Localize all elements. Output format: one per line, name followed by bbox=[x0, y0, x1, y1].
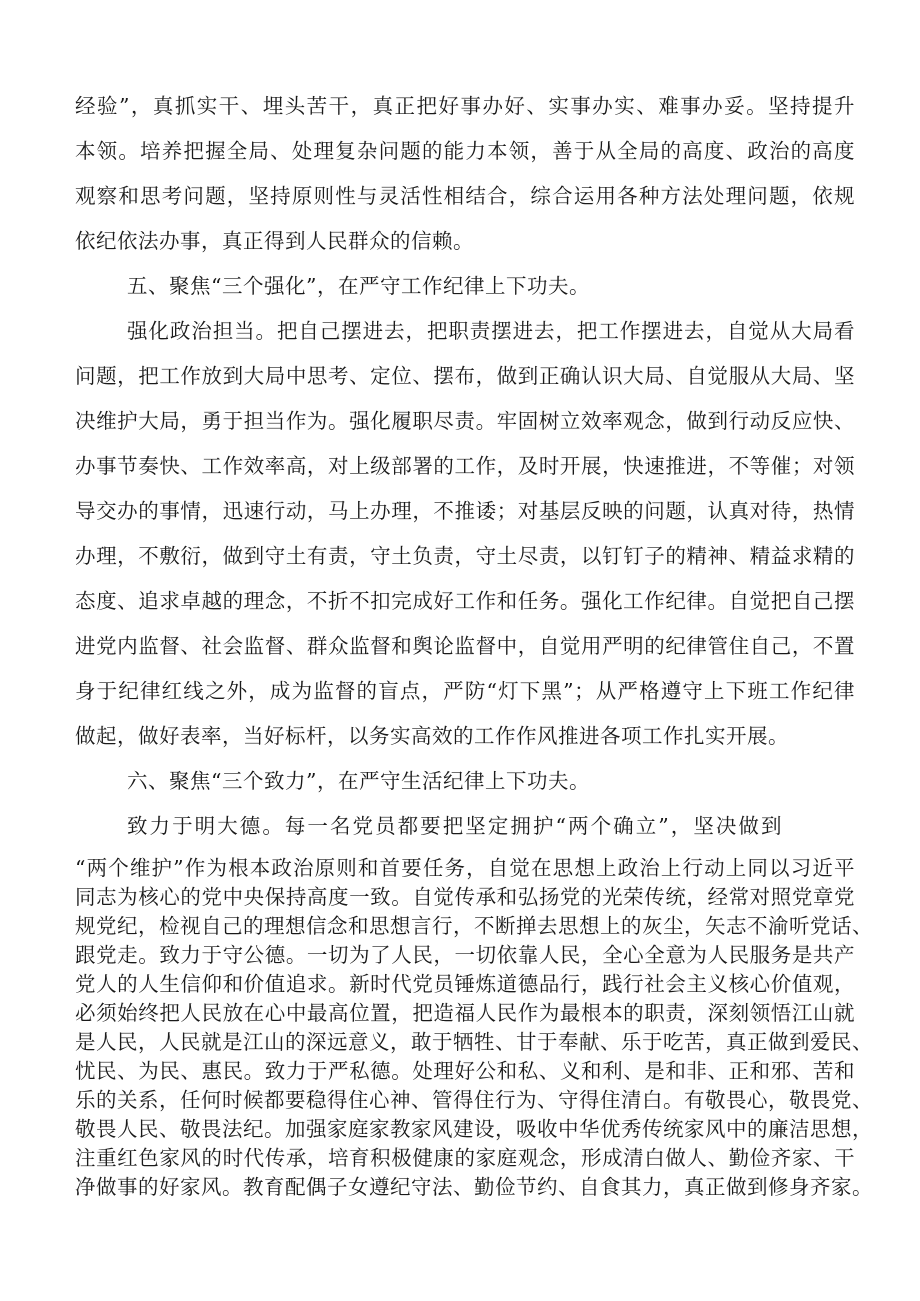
paragraph-line: 做起，做好表率，当好标杆，以务实高效的工作作风推进各项工作扎实开展。 bbox=[75, 724, 789, 748]
paragraph-line: 敬畏人民、敬畏法纪。加强家庭家教家风建设，吸收中华优秀传统家风中的廉洁思想， bbox=[75, 1117, 873, 1141]
paragraph-line: 观察和思考问题，坚持原则性与灵活性相结合，综合运用各种方法处理问题，依规 bbox=[75, 184, 855, 208]
paragraph-line: 决维护大局，勇于担当作为。强化履职尽责。牢固树立效率观念，做到行动反应快、 bbox=[75, 409, 855, 433]
paragraph-line: 同志为核心的党中央保持高度一致。自觉传承和弘扬党的光荣传统，经常对照党章党 bbox=[75, 885, 855, 909]
paragraph-line: 态度、追求卓越的理念，不折不扣完成好工作和任务。强化工作纪律。自觉把自己摆 bbox=[75, 589, 855, 613]
paragraph-line: 党人的人生信仰和价值追求。新时代党员锤炼道德品行，践行社会主义核心价值观， bbox=[75, 972, 855, 996]
paragraph-line: “两个维护”作为根本政治原则和首要任务，自觉在思想上政治上行动上同以习近平 bbox=[75, 856, 855, 880]
paragraph-line: 进党内监督、社会监督、群众监督和舆论监督中，自觉用严明的纪律管住自己，不置 bbox=[75, 634, 855, 658]
section-heading-5: 五、聚焦“三个强化”，在严守工作纪律上下功夫。 bbox=[127, 274, 590, 298]
paragraph-line: 乐的关系，任何时候都要稳得住心神、管得住行为、守得住清白。有敬畏心，敬畏党、 bbox=[75, 1088, 873, 1112]
paragraph-line: 必须始终把人民放在心中最高位置，把造福人民作为最根本的职责，深刻领悟江山就 bbox=[75, 1001, 855, 1025]
paragraph-line: 办理，不敷衍，做到守土有责，守土负责，守土尽责，以钉钉子的精神、精益求精的 bbox=[75, 544, 855, 568]
paragraph-line: 是人民，人民就是江山的深远意义，敢于牺牲、甘于奉献、乐于吃苦，真正做到爱民、 bbox=[75, 1030, 873, 1054]
paragraph-line: 问题，把工作放到大局中思考、定位、摆布，做到正确认识大局、自觉服从大局、坚 bbox=[75, 364, 855, 388]
paragraph-line: 身于纪律红线之外，成为监督的盲点，严防“灯下黑”；从严格遵守上下班工作纪律 bbox=[75, 679, 855, 703]
paragraph-line: 净做事的好家风。教育配偶子女遵纪守法、勤俭节约、自食其力，真正做到修身齐家。 bbox=[75, 1175, 873, 1199]
paragraph-line: 忧民、为民、惠民。致力于严私德。处理好公和私、义和利、是和非、正和邪、苦和 bbox=[75, 1059, 855, 1083]
paragraph-line: 导交办的事情，迅速行动，马上办理，不推诿；对基层反映的问题，认真对待，热情 bbox=[75, 499, 855, 523]
paragraph-line: 致力于明大德。每一名党员都要把坚定拥护“两个确立”，坚决做到 bbox=[127, 814, 782, 838]
paragraph-line: 强化政治担当。把自己摆进去，把职责摆进去，把工作摆进去，自觉从大局看 bbox=[127, 319, 855, 343]
paragraph-line: 注重红色家风的时代传承，培育积极健康的家庭观念，形成清白做人、勤俭齐家、干 bbox=[75, 1146, 855, 1170]
section-heading-6: 六、聚焦“三个致力”，在严守生活纪律上下功夫。 bbox=[127, 769, 590, 793]
paragraph-line: 规党纪，检视自己的理想信念和思想言行，不断掸去思想上的灰尘，矢志不渝听党话、 bbox=[75, 914, 873, 938]
paragraph-line: 经验”，真抓实干、埋头苦干，真正把好事办好、实事办实、难事办妥。坚持提升 bbox=[75, 94, 855, 118]
paragraph-line: 办事节奏快、工作效率高，对上级部署的工作，及时开展，快速推进，不等催；对领 bbox=[75, 454, 855, 478]
paragraph-line: 本领。培养把握全局、处理复杂问题的能力本领，善于从全局的高度、政治的高度 bbox=[75, 139, 855, 163]
paragraph-line: 跟党走。致力于守公德。一切为了人民，一切依靠人民，全心全意为人民服务是共产 bbox=[75, 943, 855, 967]
paragraph-line: 依纪依法办事，真正得到人民群众的信赖。 bbox=[75, 229, 474, 253]
